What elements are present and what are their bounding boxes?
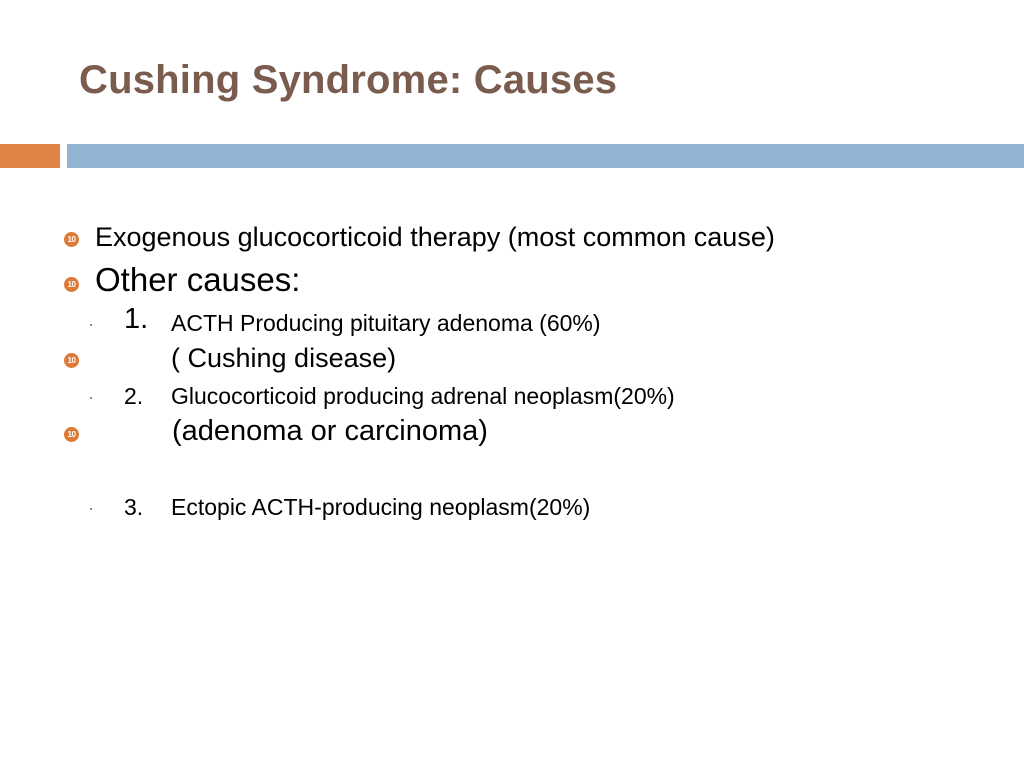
bullet-text-cushing-disease: ( Cushing disease)	[171, 343, 397, 373]
circled-number-bullet-icon: 10	[64, 277, 79, 292]
list-number-2: 2.	[124, 383, 144, 409]
circled-number-bullet-icon: 10	[64, 232, 79, 247]
sub-item-pituitary-adenoma: ACTH Producing pituitary adenoma (60%)	[171, 310, 601, 336]
sub-item-ectopic-acth: Ectopic ACTH-producing neoplasm(20%)	[171, 494, 591, 520]
bullet-text-adenoma-carcinoma: (adenoma or carcinoma)	[172, 415, 488, 447]
sub-bullet-dot-icon	[90, 397, 92, 399]
circled-number-bullet-icon: 10	[64, 353, 79, 368]
list-number-1: 1.	[124, 303, 149, 335]
header-bar	[67, 144, 1024, 168]
sub-bullet-dot-icon	[90, 324, 92, 326]
sub-bullet-dot-icon	[90, 508, 92, 510]
sub-item-adrenal-neoplasm: Glucocorticoid producing adrenal neoplasm(20%)	[171, 383, 675, 409]
accent-bar	[0, 144, 60, 168]
bullet-text-other-causes: Other causes:	[95, 261, 301, 298]
list-number-3: 3.	[124, 494, 144, 520]
slide-title: Cushing Syndrome: Causes	[79, 58, 618, 102]
circled-number-bullet-icon: 10	[64, 427, 79, 442]
bullet-text-exogenous: Exogenous glucocorticoid therapy (most common cause)	[95, 222, 775, 252]
